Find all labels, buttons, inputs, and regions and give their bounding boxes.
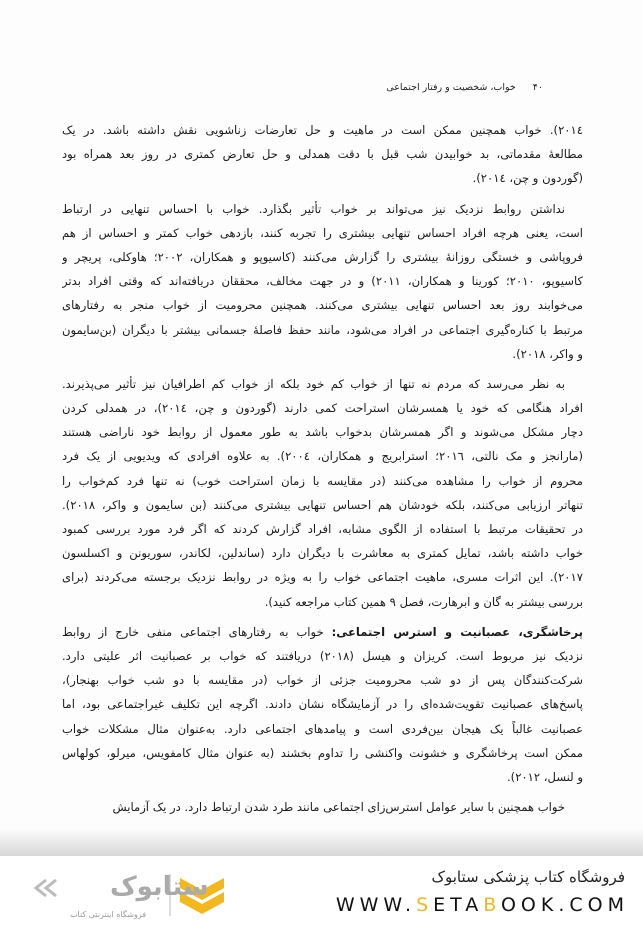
page-number: ۴۰ <box>532 82 543 93</box>
paragraph <box>62 372 583 614</box>
line-text: دچار مشکل می‌شوند و اگر همسرشان بدخواب باشد به طور معمول از روابط خود ناراضی هستند <box>62 425 583 440</box>
line-text: در تحقیقات مرتبط با استفاده از الگوی مشابه، افراد گزارش کردند که اگر فرد مورد بررسی کمبود <box>62 522 583 536</box>
line-text: فروپاشی و خستگی روزانهٔ بیشتری را گزارش می‌کنند (کاسیوپو و همکاران، ۲۰۰۲؛ هاوکلی، پریچر و <box>62 249 583 264</box>
logo-word: ستابوک <box>110 872 209 902</box>
line-text: خواب داشته باشد، تمایل کمتری به معاشرت با دیگران دارد (ساندلین، لکاندر، سوریونن و اکسلسون <box>62 546 583 561</box>
line-text: تنهاتر ارزیابی می‌کنند، بلکه خودشان هم احساس تنهایی بیشتری می‌کنند (بن سایمون و واکر، ۲۰۱۸). <box>62 497 583 512</box>
line-text: پاسخ‌های عصبانیت تقویت‌شده‌ای را در آزمایشگاه نشان دادند. اگرچه این تکلیف غیراجتماعی بود، اما <box>62 697 583 712</box>
url-part: ETA <box>433 894 484 916</box>
line-text: است، یعنی هرچه افراد احساس تنهایی بیشتری را تجربه کنند، بازدهی خواب کمتر و احساس از هم <box>62 225 583 240</box>
text-line <box>62 197 583 221</box>
text-line <box>62 166 583 190</box>
line-text: بررسی بیشتر به گان و ابرهارت، فصل ۹ همین کتاب مراجعه کنید). <box>264 594 583 609</box>
text-line <box>62 717 583 741</box>
text-line <box>62 293 583 317</box>
text-line <box>62 342 583 366</box>
setabook-logo <box>30 866 240 921</box>
text-line <box>62 692 583 716</box>
line-text: نداشتن روابط نزدیک نیز می‌تواند بر خواب تأثیر بگذارد. خواب با احساس تنهایی در ارتباط <box>62 201 565 216</box>
text-line <box>62 644 583 668</box>
text-line <box>62 795 583 819</box>
running-header <box>386 82 543 93</box>
line-text: افراد هنگامی که خود یا همسرشان استراحت کمی دارند (گوردون و چن، ۲۰۱٤)، در همدلی کردن <box>62 401 583 416</box>
line-text: (مارانجز و مک نالتی، ۲۰۱٦؛ استرابریج و همکاران، ۲۰۰٤). به علاوه افرادی که ویدیویی از یک فرد <box>62 449 583 464</box>
line-text: مطالعهٔ مقدماتی، بد خوابیدن شب قبل با دقت همدلی و حل تعارض کمتری در روز بعد همراه بود <box>62 147 583 162</box>
text-line <box>62 318 583 342</box>
line-text: خواب همچنین با سایر عوامل استرس‌زای اجتماعی مانند طرد شدن ارتباط دارد. در یک آزمایش <box>112 800 565 815</box>
text-line <box>62 269 583 293</box>
running-title: خواب، شخصیت و رفتار اجتماعی <box>386 82 516 93</box>
line-text: نزدیک نیز مربوط است. کریزان و هیسل (۲۰۱۸) دریافتند که خواب بر عصبانیت اثر علیتی دارد. <box>62 648 583 663</box>
text-line <box>62 420 583 444</box>
line-text: به نظر می‌رسد که مردم نه تنها از خواب کم خود بلکه از خواب کم اطرافیان نیز تأثیر می‌پذیرند. <box>62 376 565 391</box>
text-line <box>62 668 583 692</box>
text-line <box>62 372 583 396</box>
line-text: کاسیوپو، ۲۰۱۰؛ کورینا و همکاران، ۲۰۱۱) و در جهت مخالف، محققان دریافته‌اند که وقتی افراد بدتر <box>62 274 583 289</box>
text-line <box>62 469 583 493</box>
line-text: و لنسل، ۲۰۱۲). <box>506 769 583 784</box>
footer-banner <box>0 856 643 926</box>
logo-tagline: فروشگاه اینترنتی کتاب <box>70 910 147 919</box>
section-heading: پرخاشگری، عصبانیت و استرس اجتماعی: <box>331 624 583 639</box>
text-line <box>62 493 583 517</box>
line-text: ممکن است پرخاشگری و خشونت واکنشی را تداوم بخشند (به عنوان مثال کامفویس، میرلو، کولهاس <box>62 745 583 760</box>
text-line <box>62 620 583 644</box>
text-line <box>62 541 583 565</box>
line-text: (گوردون و چن، ۲۰۱٤). <box>472 171 583 186</box>
text-line <box>62 765 583 789</box>
url-accent: S <box>416 894 434 916</box>
line-text: ۲۰۱۷). این اثرات مسری، ماهیت اجتماعی خواب را به ویژه در روابط نزدیک برجسته می‌کردند (برای <box>62 570 583 585</box>
line-text: مرتبط با کناره‌گیری اجتماعی در افراد می‌شود، مانند حفظ فاصلهٔ جسمانی بیشتر با دیگران (بن‌سایمون <box>62 322 583 337</box>
text-line <box>62 444 583 468</box>
url-part: WWW. <box>335 894 417 916</box>
line-text: می‌خوابند روز بعد احساس تنهایی بیشتری می‌کنند. همچنین محرومیت از خواب منجر به رفتارهای <box>62 298 583 313</box>
line-text: و واکر، ۲۰۱۸). <box>512 346 583 361</box>
paragraph <box>62 197 583 366</box>
line-text: محروم از خواب را مشاهده می‌کنند (در مقایسه با زمان استراحت خوب) نه تنها فرد کم‌خواب را <box>62 473 583 488</box>
page-bottom-shadow <box>0 828 643 856</box>
text-line <box>62 590 583 614</box>
text-line <box>62 118 583 142</box>
body-text <box>62 118 583 825</box>
line-text: شرکت‌کنندگان پس از دو شب محرومیت جزئی از خواب (در مقایسه با دو شب خواب بهنجار)، <box>62 673 583 688</box>
text-line <box>62 741 583 765</box>
url-part: OOK.COM <box>500 894 629 916</box>
line-text: خواب به رفتارهای اجتماعی منفی خارج از روابط <box>62 624 332 639</box>
text-line <box>62 142 583 166</box>
paragraph <box>62 620 583 789</box>
url-accent: B <box>483 894 501 916</box>
text-line <box>62 221 583 245</box>
paragraph <box>62 795 583 819</box>
text-line <box>62 517 583 541</box>
text-line <box>62 396 583 420</box>
store-name: فروشگاه کتاب پزشکی ستابوک <box>431 868 625 886</box>
text-line <box>62 245 583 269</box>
store-url[interactable] <box>336 894 629 916</box>
text-line <box>62 565 583 589</box>
paragraph <box>62 118 583 191</box>
line-text: عصبانیت غالباً یک هیجان بین‌فردی است و پیامدهای اجتماعی دارد. به‌عنوان مثال مشکلات خواب <box>62 721 583 736</box>
line-text: ۲۰۱٤). خواب همچنین ممکن است در ماهیت و حل تعارضات زناشویی نقش داشته باشد. در یک <box>62 123 583 137</box>
